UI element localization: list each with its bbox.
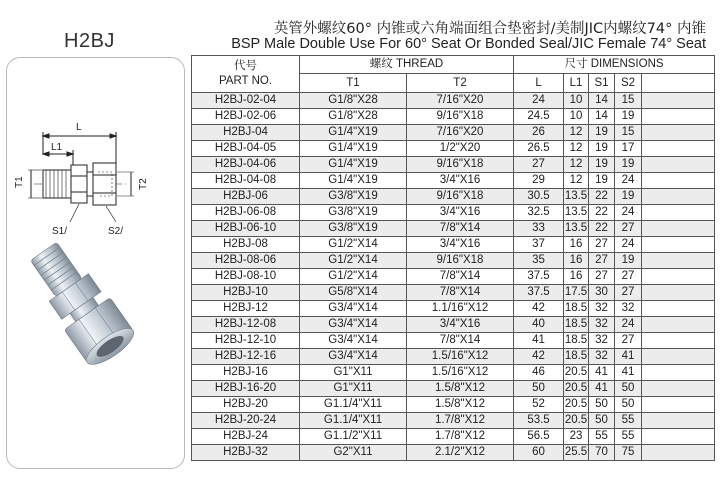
arrow-head [43,152,49,156]
cell-thread-t2: 3/4"X16 [407,317,514,333]
cell-dim-s2: 24 [615,205,642,221]
cell-dim-s2: 17 [615,141,642,157]
cell-dim-s2: 27 [615,333,642,349]
cell-dim-l1: 20.5 [564,413,589,429]
cell-dim-s2: 19 [615,189,642,205]
cell-dim-s1: 55 [589,429,615,445]
cell-dim-s2: 55 [615,429,642,445]
cell-part-number: H2BJ-12-10 [192,333,300,349]
cell-dim-s1: 70 [589,445,615,461]
cell-thread-t1: G1/8"X28 [300,109,407,125]
header-t1: T1 [300,74,407,93]
cell-dim-s1: 19 [589,141,615,157]
cell-part-number: H2BJ-02-06 [192,109,300,125]
table-body [192,93,715,461]
cell-dim-l1: 18.5 [564,301,589,317]
cell-dim-l: 24.5 [514,109,564,125]
cell-part-number: H2BJ-12-16 [192,349,300,365]
cell-thread-t2: 3/4"X16 [407,173,514,189]
cell-dim-l: 53.5 [514,413,564,429]
table-row [192,205,715,221]
cell-dim-l: 35 [514,253,564,269]
header-s2: S2 [615,74,642,93]
cell-part-number: H2BJ-16 [192,365,300,381]
cell-dim-l1: 18.5 [564,349,589,365]
cell-blank [642,221,715,237]
label-T1: T1 [14,176,25,188]
cell-dim-l1: 13.5 [564,221,589,237]
cell-part-number: H2BJ-12 [192,301,300,317]
cell-dim-l1: 23 [564,429,589,445]
cell-dim-l1: 12 [564,141,589,157]
cell-blank [642,349,715,365]
cell-dim-l: 32.5 [514,205,564,221]
cell-part-number: H2BJ-02-04 [192,93,300,109]
cell-dim-s1: 14 [589,93,615,109]
cell-dim-s1: 19 [589,125,615,141]
cell-thread-t2: 1/2"X20 [407,141,514,157]
cell-part-number: H2BJ-04-06 [192,157,300,173]
product-code: H2BJ [64,30,115,52]
cell-dim-l: 26.5 [514,141,564,157]
cell-dim-l1: 12 [564,157,589,173]
table-row [192,365,715,381]
cell-thread-t1: G1"X11 [300,365,407,381]
cell-thread-t2: 2.1/2"X12 [407,445,514,461]
table-row [192,317,715,333]
cell-dim-s1: 41 [589,381,615,397]
cell-dim-s1: 27 [589,237,615,253]
table-row [192,413,715,429]
cell-dim-l: 27 [514,157,564,173]
cell-blank [642,445,715,461]
cell-dim-l: 56.5 [514,429,564,445]
cell-dim-s2: 15 [615,125,642,141]
cell-thread-t2: 9/16"X18 [407,157,514,173]
cell-thread-t1: G1/4"X19 [300,125,407,141]
fitting-photo [30,232,142,392]
cell-dim-s2: 27 [615,285,642,301]
header-part-number [192,56,300,93]
cell-part-number: H2BJ-06-08 [192,205,300,221]
cell-dim-s1: 50 [589,397,615,413]
cell-dim-l1: 10 [564,93,589,109]
cell-dim-l: 33 [514,221,564,237]
cell-dim-l1: 20.5 [564,381,589,397]
table-row [192,333,715,349]
cell-thread-t2: 7/8"X14 [407,269,514,285]
cell-dim-l1: 13.5 [564,205,589,221]
cell-dim-l1: 20.5 [564,365,589,381]
header-s1: S1 [589,74,615,93]
cell-dim-s2: 24 [615,173,642,189]
cell-thread-t1: G1/4"X19 [300,141,407,157]
cell-thread-t2: 1.5/16"X12 [407,349,514,365]
cell-dim-s2: 24 [615,237,642,253]
cell-thread-t1: G1.1/4"X11 [300,413,407,429]
cell-thread-t1: G3/8"X19 [300,205,407,221]
header-l: L [514,74,564,93]
cell-dim-l: 42 [514,301,564,317]
cell-blank [642,109,715,125]
label-L1: L1 [51,142,63,153]
cell-part-number: H2BJ-32 [192,445,300,461]
title-english: BSP Male Double Use For 60° Seat Or Bonded Seal/JIC Female 74° Seat [231,36,706,52]
cell-thread-t2: 1.1/16"X12 [407,301,514,317]
cell-dim-l: 52 [514,397,564,413]
cell-dim-s1: 32 [589,317,615,333]
cell-blank [642,333,715,349]
table-row [192,221,715,237]
table-row [192,349,715,365]
cell-dim-s2: 41 [615,365,642,381]
cell-thread-t1: G3/4"X14 [300,349,407,365]
table-row [192,445,715,461]
cell-dim-s2: 50 [615,381,642,397]
cell-dim-l1: 16 [564,253,589,269]
header-dimensions: 尺寸 DIMENSIONS [514,56,715,74]
cell-dim-l1: 16 [564,237,589,253]
specification-table [191,55,715,461]
table-row [192,189,715,205]
header-part-en: PART NO. [218,75,273,87]
arrow-head [43,134,49,138]
cell-thread-t2: 7/8"X14 [407,333,514,349]
cell-dim-s1: 22 [589,221,615,237]
table-row [192,141,715,157]
cell-dim-s1: 22 [589,189,615,205]
cell-dim-s1: 32 [589,333,615,349]
cell-thread-t2: 7/16"X20 [407,125,514,141]
cell-dim-s1: 30 [589,285,615,301]
cell-dim-l: 37.5 [514,285,564,301]
table-row [192,301,715,317]
cell-blank [642,237,715,253]
cell-thread-t2: 9/16"X18 [407,253,514,269]
leader-S1 [70,204,79,222]
cell-dim-l: 42 [514,349,564,365]
cell-thread-t1: G2"X11 [300,445,407,461]
cell-thread-t1: G1/4"X19 [300,173,407,189]
cell-blank [642,317,715,333]
arrow-head [110,134,116,138]
cell-thread-t2: 1.5/8"X12 [407,381,514,397]
cell-dim-s2: 27 [615,221,642,237]
table-row [192,93,715,109]
cell-thread-t2: 9/16"X18 [407,109,514,125]
cell-thread-t1: G3/4"X14 [300,333,407,349]
header-thread: 螺纹 THREAD [300,56,514,74]
label-T2: T2 [138,178,149,190]
male-thread-body [43,170,71,198]
cell-blank [642,125,715,141]
cell-dim-l: 60 [514,445,564,461]
cell-part-number: H2BJ-04-08 [192,173,300,189]
cell-thread-t2: 3/4"X16 [407,205,514,221]
table-row [192,429,715,445]
cell-blank [642,397,715,413]
table-row [192,285,715,301]
cell-blank [642,189,715,205]
cell-dim-s2: 15 [615,93,642,109]
cell-thread-t1: G1/4"X19 [300,157,407,173]
table-row [192,397,715,413]
cell-thread-t2: 1.7/8"X12 [407,413,514,429]
cell-dim-s2: 19 [615,109,642,125]
cell-part-number: H2BJ-06-10 [192,221,300,237]
cell-dim-s1: 32 [589,349,615,365]
cell-thread-t2: 1.5/8"X12 [407,397,514,413]
cell-dim-l: 50 [514,381,564,397]
header-l1: L1 [564,74,589,93]
cell-thread-t1: G5/8"X14 [300,285,407,301]
cell-dim-l1: 12 [564,125,589,141]
cell-dim-l: 41 [514,333,564,349]
hex-nut-2 [93,163,116,205]
leader-S2 [106,206,116,222]
cell-blank [642,157,715,173]
cell-thread-t1: G1"X11 [300,381,407,397]
cell-part-number: H2BJ-24 [192,429,300,445]
cell-thread-t2: 3/4"X16 [407,237,514,253]
cell-thread-t2: 1.5/16"X12 [407,365,514,381]
cell-dim-s2: 19 [615,253,642,269]
table-row [192,125,715,141]
cell-dim-l1: 13.5 [564,189,589,205]
label-L: L [76,122,82,133]
cell-part-number: H2BJ-16-20 [192,381,300,397]
title-chinese: 英管外螺纹60° 内锥或六角端面组合垫密封/美制JIC内螺纹74° 内锥 [273,21,706,37]
cell-dim-l1: 16 [564,269,589,285]
label-S1: S1/ [52,226,68,237]
cell-blank [642,205,715,221]
cell-blank [642,173,715,189]
cell-thread-t2: 7/8"X14 [407,221,514,237]
cell-part-number: H2BJ-20 [192,397,300,413]
cell-part-number: H2BJ-08 [192,237,300,253]
cell-dim-l1: 18.5 [564,333,589,349]
table-row [192,237,715,253]
cell-dim-l1: 18.5 [564,317,589,333]
cell-thread-t2: 1.7/8"X12 [407,429,514,445]
cell-dim-s2: 55 [615,413,642,429]
cell-blank [642,365,715,381]
cell-dim-l: 26 [514,125,564,141]
cell-dim-l: 37.5 [514,269,564,285]
cell-dim-s2: 19 [615,157,642,173]
header-t2: T2 [407,74,514,93]
header-blank [642,74,715,93]
cell-blank [642,141,715,157]
table-row [192,173,715,189]
technical-drawing [6,72,168,240]
cell-thread-t1: G1.1/4"X11 [300,397,407,413]
cell-blank [642,301,715,317]
label-S2: S2/ [108,226,124,237]
arrow-head [67,152,73,156]
cell-thread-t1: G1.1/2"X11 [300,429,407,445]
cell-dim-s2: 32 [615,301,642,317]
table-row [192,109,715,125]
cell-dim-l1: 25.5 [564,445,589,461]
cell-part-number: H2BJ-04-05 [192,141,300,157]
cell-blank [642,413,715,429]
cell-blank [642,269,715,285]
cell-part-number: H2BJ-08-06 [192,253,300,269]
cell-thread-t1: G3/4"X14 [300,317,407,333]
cell-dim-s2: 50 [615,397,642,413]
cell-dim-s1: 14 [589,109,615,125]
cell-dim-l1: 12 [564,173,589,189]
cell-part-number: H2BJ-20-24 [192,413,300,429]
cell-thread-t1: G3/8"X19 [300,221,407,237]
cell-dim-s1: 50 [589,413,615,429]
hex-nut-1 [71,165,87,203]
cell-part-number: H2BJ-06 [192,189,300,205]
table-row [192,253,715,269]
cell-dim-l: 24 [514,93,564,109]
cell-part-number: H2BJ-10 [192,285,300,301]
cell-dim-l: 46 [514,365,564,381]
table-row [192,157,715,173]
cell-thread-t1: G3/4"X14 [300,301,407,317]
cell-blank [642,253,715,269]
cell-dim-s2: 75 [615,445,642,461]
cell-blank [642,381,715,397]
cell-part-number: H2BJ-04 [192,125,300,141]
cell-thread-t1: G1/2"X14 [300,253,407,269]
table-row [192,269,715,285]
cell-dim-s1: 19 [589,157,615,173]
header-part-cn: 代号 [234,60,257,72]
cell-dim-l: 40 [514,317,564,333]
cell-dim-s1: 19 [589,173,615,189]
cell-part-number: H2BJ-08-10 [192,269,300,285]
cell-thread-t2: 9/16"X18 [407,189,514,205]
cell-dim-s1: 32 [589,301,615,317]
cell-dim-s2: 24 [615,317,642,333]
cell-dim-l1: 10 [564,109,589,125]
cell-thread-t1: G1/2"X14 [300,269,407,285]
cell-dim-l: 29 [514,173,564,189]
cell-thread-t2: 7/16"X20 [407,93,514,109]
cell-dim-s1: 22 [589,205,615,221]
neck [87,172,93,196]
cell-dim-s2: 27 [615,269,642,285]
cell-dim-s1: 27 [589,253,615,269]
cell-dim-l1: 20.5 [564,397,589,413]
cell-thread-t2: 7/8"X14 [407,285,514,301]
cell-dim-l: 37 [514,237,564,253]
cell-dim-l: 30.5 [514,189,564,205]
cell-dim-s1: 27 [589,269,615,285]
cell-thread-t1: G1/8"X28 [300,93,407,109]
cell-thread-t1: G1/2"X14 [300,237,407,253]
cell-dim-s2: 41 [615,349,642,365]
cell-blank [642,93,715,109]
cell-dim-s1: 41 [589,365,615,381]
cell-part-number: H2BJ-12-08 [192,317,300,333]
cell-dim-l1: 17.5 [564,285,589,301]
cell-blank [642,429,715,445]
cell-blank [642,285,715,301]
cell-thread-t1: G3/8"X19 [300,189,407,205]
table-row [192,381,715,397]
